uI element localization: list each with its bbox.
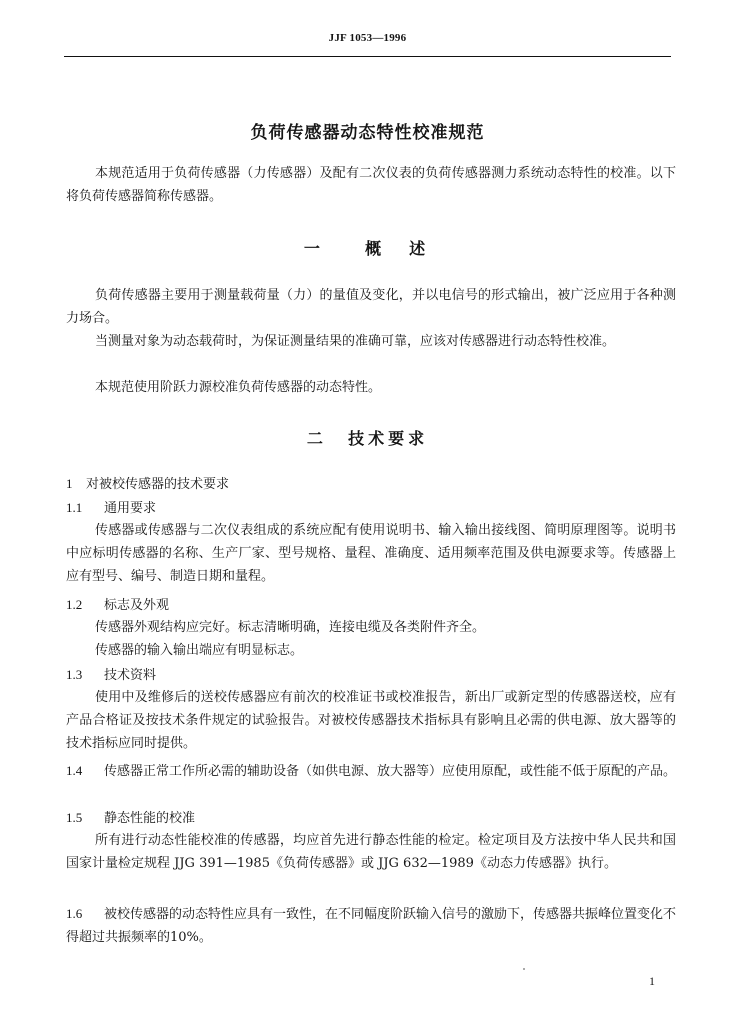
item-number: 1.3: [66, 667, 83, 682]
item-number: 1.5: [66, 810, 83, 825]
overview-paragraph-3: 本规范使用阶跃力源校准负荷传感器的动态特性。: [95, 380, 382, 395]
item-body: 被校传感器的动态特性应具有一致性，在不同幅度阶跃输入信号的激励下，传感器共振峰位置变化不得超过共振频率的10%。: [66, 907, 677, 945]
item-title: 静态性能的校准: [104, 811, 196, 826]
section-title: 技术要求: [348, 429, 429, 448]
item-1-4: [66, 759, 676, 783]
section-heading-overview: [0, 236, 735, 259]
page-number: 1: [649, 974, 655, 988]
item-1-5-heading: [66, 806, 676, 830]
standard-code-header: JJF 1053—1996: [328, 32, 407, 44]
overview-paragraph-2: 当测量对象为动态载荷时，为保证测量结果的准确可靠，应该对传感器进行动态特性校准。: [95, 334, 616, 349]
item-1-1-body: 传感器或传感器与二次仪表组成的系统应配有使用说明书、输入输出接线图、简明原理图等。说明书中应标明传感器的名称、生产厂家、型号规格、量程、准确度、适用频率范围及供电源要求等。传感器上应有型号、编号、制造日期和量程。: [66, 523, 676, 584]
item-1-heading: [66, 472, 676, 496]
item-number: 1.4: [66, 763, 83, 778]
item-title: 对被校传感器的技术要求: [86, 477, 230, 492]
item-1-1-heading: [66, 496, 676, 520]
item-1-3-heading: [66, 663, 676, 687]
section-heading-technical: [0, 426, 735, 449]
intro-paragraph: 本规范适用于负荷传感器（力传感器）及配有二次仪表的负荷传感器测力系统动态特性的校准。以下将负荷传感器简称传感器。: [66, 166, 676, 204]
scan-speck: [523, 968, 525, 970]
item-1-3-body: 使用中及维修后的送校传感器应有前次的校准证书或校准报告，新出厂或新定型的传感器送校，应有产品合格证及按技术条件规定的试验报告。对被校传感器技术指标具有影响且必需的供电源、放大器等的技术指标应同时提供。: [66, 690, 676, 751]
item-body: 传感器正常工作所必需的辅助设备（如供电源、放大器等）应使用原配，或性能不低于原配的产品。: [104, 764, 677, 779]
item-1-2-body-2: 传感器的输入输出端应有明显标志。: [95, 643, 304, 658]
item-1-2-body-1: 传感器外观结构应完好。标志清晰明确，连接电缆及各类附件齐全。: [95, 620, 486, 635]
item-number: 1: [66, 476, 73, 491]
header-rule: [64, 56, 671, 57]
item-number: 1.6: [66, 906, 83, 921]
overview-paragraph-1: 负荷传感器主要用于测量载荷量（力）的量值及变化，并以电信号的形式输出，被广泛应用于各种测力场合。: [66, 288, 676, 326]
item-1-6: [66, 902, 676, 949]
section-title: 概 述: [365, 239, 432, 258]
item-number: 1.1: [66, 500, 83, 515]
section-number: 二: [306, 429, 323, 448]
item-number: 1.2: [66, 597, 83, 612]
item-title: 技术资料: [104, 668, 157, 683]
item-1-2-heading: [66, 593, 676, 617]
item-1-5-body: 所有进行动态性能校准的传感器，均应首先进行静态性能的检定。检定项目及方法按中华人民共和国国家计量检定规程 JJG 391—1985《负荷传感器》或 JJG 632—1989《动态力传感器》执行。: [66, 833, 676, 871]
document-title: 负荷传感器动态特性校准规范: [250, 123, 485, 143]
item-title: 标志及外观: [104, 598, 170, 613]
item-title: 通用要求: [104, 501, 157, 516]
section-number: 一: [303, 239, 320, 258]
